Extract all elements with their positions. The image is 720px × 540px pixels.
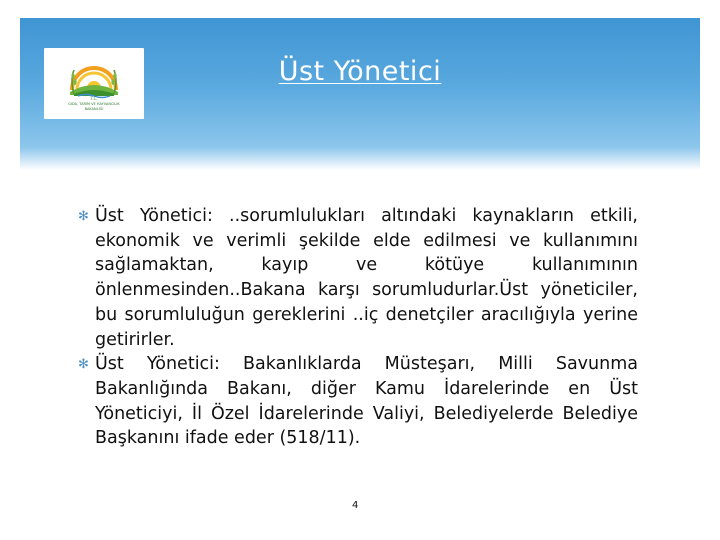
slide-title-text: Üst Yönetici — [278, 56, 442, 87]
logo-text-line1: T.C. — [90, 96, 98, 101]
slide-title — [0, 56, 720, 87]
page-number: 4 — [352, 500, 359, 511]
asterisk-bullet-icon: ✻ — [78, 357, 89, 373]
bullet-item — [78, 204, 638, 352]
logo-text-line3: BAKANLIĞI — [84, 107, 104, 111]
bullet-list — [78, 204, 638, 451]
logo-text-line2: GIDA, TARIM VE HAYVANCILIK — [68, 102, 120, 106]
asterisk-bullet-icon: ✻ — [78, 209, 89, 224]
header-banner — [20, 18, 700, 170]
bullet-text: Üst Yönetici: ..sorumlulukları altındaki kaynakların etkili, ekonomik ve verimli şekilde elde edilmesi ve kullanımını sağlamaktan, kayıp ve kötüye kullanımının önlenmesinden..Bakana karşı sorumludurlar.Üst yöneticiler, bu sorumluluğun gereklerini ..iç denetçiler aracılığıyla yerine getirirler. — [95, 206, 638, 350]
bullet-item — [78, 352, 638, 451]
bullet-text: Üst Yönetici: Bakanlıklarda Müsteşarı, Milli Savunma Bakanlığında Bakanı, diğer Kamu İdarelerinde en Üst Yöneticiyi, İl Özel İdarelerinde Valiyi, Belediyelerde Belediye Başkanını ifade eder (518/11). — [95, 354, 638, 449]
